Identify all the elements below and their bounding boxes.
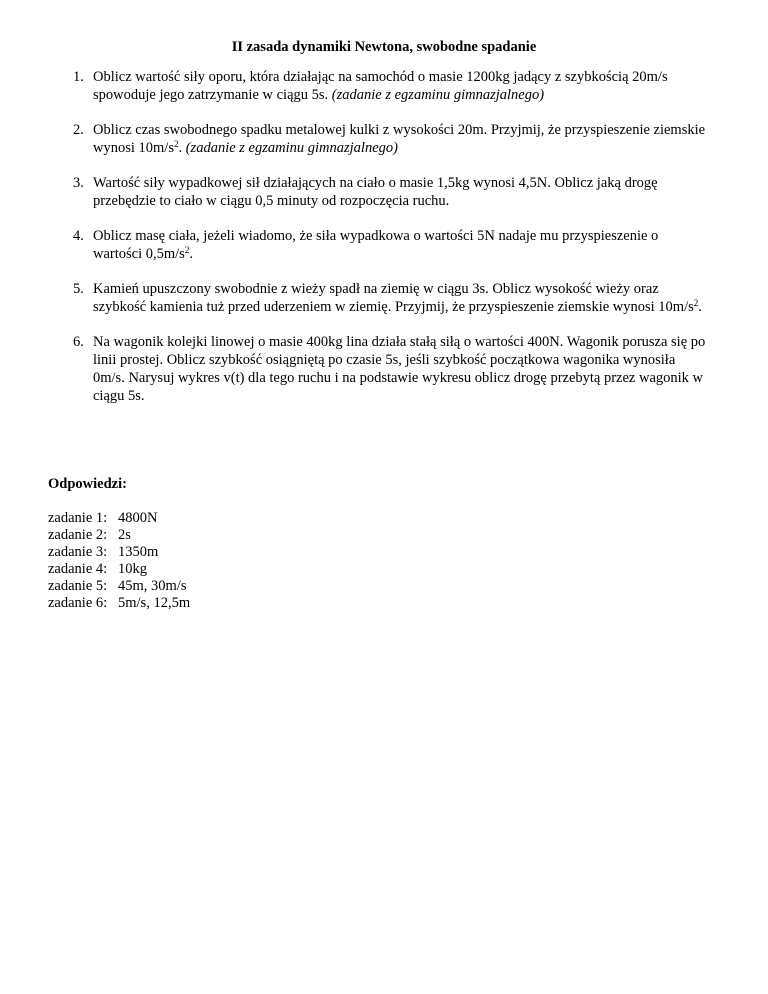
problem-text-tail: . [189,246,193,262]
problem-number: 5. [73,281,84,297]
answer-value: 45m, 30m/s [118,578,187,594]
answer-row-4 [48,560,190,577]
problem-list [0,68,768,422]
problem-item-3 [0,174,768,210]
problem-text: Oblicz czas swobodnego spadku metalowej kulki z wysokości 20m. Przyjmij, że przyspieszenie ziemskie wynosi 10m/s [93,122,706,156]
problem-number: 2. [73,122,84,138]
answers-heading: Odpowiedzi: [48,476,127,492]
problem-text: Kamień upuszczony swobodnie z wieży spadł na ziemię w ciągu 3s. Oblicz wysokość wieży oraz szybkość kamienia tuż przed uderzeniem w ziemię. Przyjmij, że przyspieszenie ziemskie wynosi 10m/s [93,281,694,315]
problem-number: 6. [73,334,84,350]
answer-value: 5m/s, 12,5m [118,595,191,611]
answer-label: zadanie 4: [48,561,108,577]
problem-text-tail: . [698,299,702,315]
superscript: 2 [184,245,190,255]
problem-number: 4. [73,228,84,244]
answer-row-6 [48,594,190,611]
problem-item-4 [0,227,768,263]
answer-list [48,509,190,611]
answer-label: zadanie 2: [48,527,108,543]
problem-item-1 [0,68,768,104]
answer-label: zadanie 5: [48,578,108,594]
answer-value: 2s [118,527,131,543]
problem-number: 3. [73,175,84,191]
answer-label: zadanie 3: [48,544,108,560]
problem-text: Oblicz masę ciała, jeżeli wiadomo, że siła wypadkowa o wartości 5N nadaje mu przyspieszenie o wartości 0,5m/s [93,228,659,262]
problem-item-5 [0,280,768,316]
problem-item-2 [0,121,768,157]
answer-row-3 [48,543,190,560]
problem-number: 1. [73,69,84,85]
superscript: 2 [173,139,179,149]
answer-label: zadanie 6: [48,595,108,611]
document-title: II zasada dynamiki Newtona, swobodne spadanie [231,39,537,55]
problem-source: (zadanie z egzaminu gimnazjalnego) [185,140,398,156]
answer-row-1 [48,509,190,526]
problem-item-6 [0,333,768,405]
answer-value: 10kg [118,561,147,577]
answer-row-2 [48,526,190,543]
problem-text-tail: . [178,140,186,156]
answer-value: 4800N [118,510,158,526]
answer-value: 1350m [118,544,159,560]
problem-text: Na wagonik kolejki linowej o masie 400kg lina działa stałą siłą o wartości 400N. Wagonik porusza się po linii prostej. Oblicz szybkość osiągniętą po czasie 5s, jeśli szybkość początkowa wagonika wynosiła 0m/s. Narysuj wykres v(t) dla tego ruchu i na podstawie wykresu oblicz drogę przebytą przez wagonik w ciągu 5s. [93,334,706,404]
answer-row-5 [48,577,190,594]
problem-source: (zadanie z egzaminu gimnazjalnego) [331,87,545,103]
problem-text: Oblicz wartość siły oporu, która działając na samochód o masie 1200kg jadący z szybkością 20m/s spowoduje jego zatrzymanie w ciągu 5s. [93,69,668,103]
answer-label: zadanie 1: [48,510,108,526]
problem-text: Wartość siły wypadkowej sił działających na ciało o masie 1,5kg wynosi 4,5N. Oblicz jaką drogę przebędzie to ciało w ciągu 0,5 minuty od rozpoczęcia ruchu. [93,175,658,209]
superscript: 2 [693,298,699,308]
